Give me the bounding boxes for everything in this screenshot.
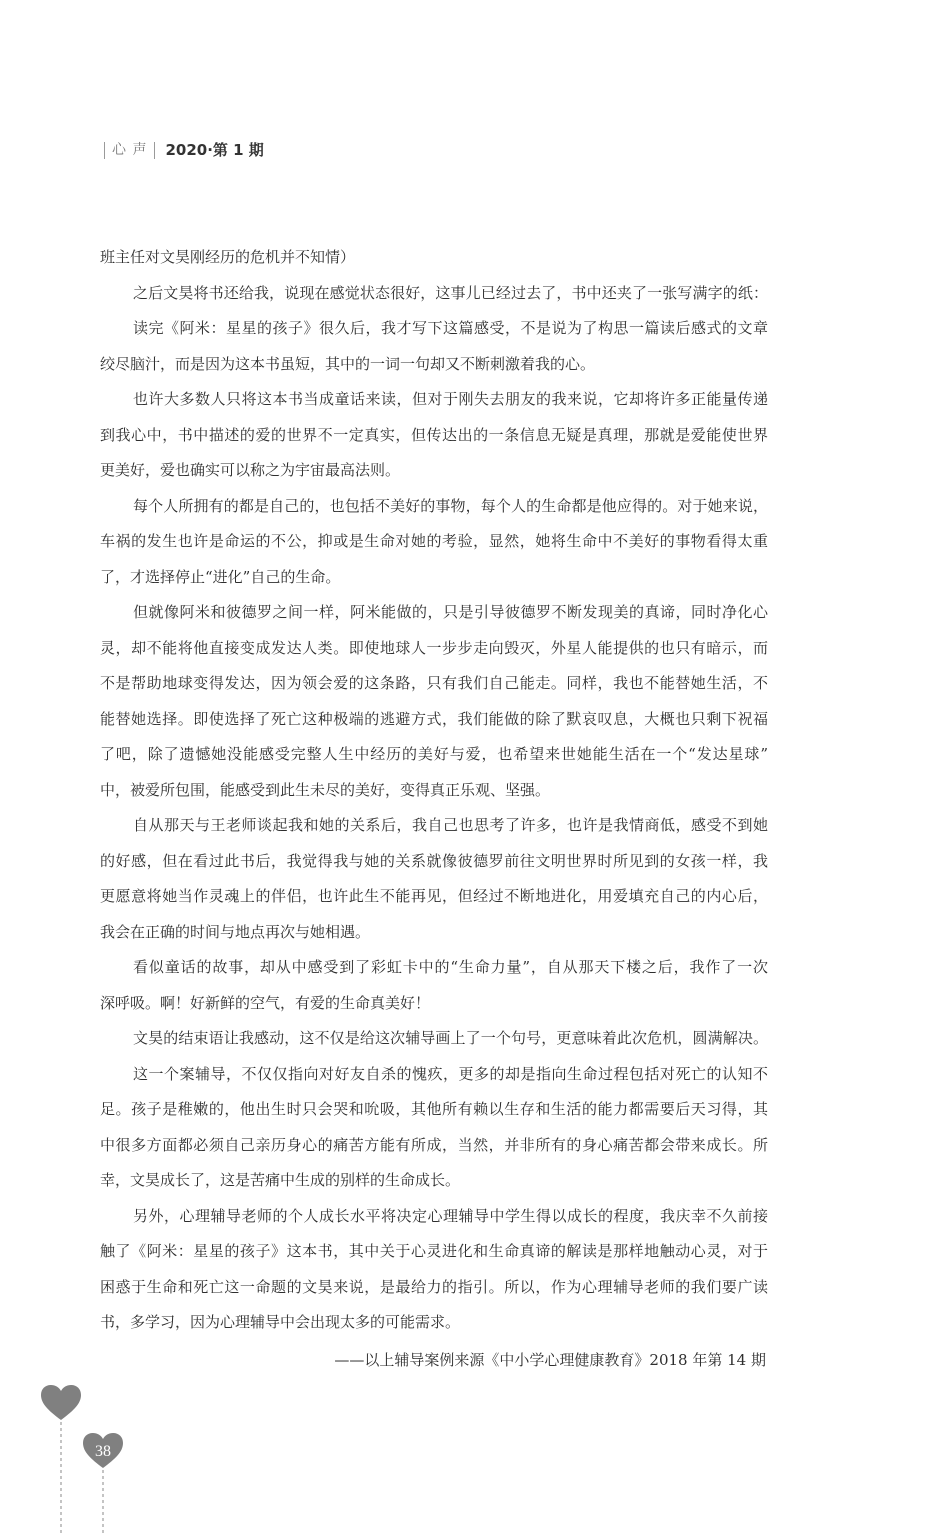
body-line: 中，被爱所包围，能感受到此生未尽的美好，变得真正乐观、坚强。	[100, 780, 551, 799]
body-line: 更美好，爱也确实可以称之为宇宙最高法则。	[100, 461, 401, 480]
body-line: 这一个案辅导，不仅仅指向对好友自杀的愧疚，更多的却是指向生命过程包括对死亡的认知不	[133, 1064, 768, 1083]
body-line: 看似童话的故事，却从中感受到了彩虹卡中的“生命力量”，自从那天下楼之后，我作了一次	[133, 958, 768, 977]
body-line: 灵，却不能将他直接变成发达人类。即使地球人一步步走向毁灭，外星人能提供的也只有暗示，而	[100, 638, 768, 657]
page-number: 38	[95, 1443, 111, 1460]
body-line: 困惑于生命和死亡这一命题的文昊来说，是最给力的指引。所以，作为心理辅导老师的我们要广读	[100, 1277, 768, 1296]
body-line: 更愿意将她当作灵魂上的伴侣，也许此生不能再见，但经过不断地进化，用爱填充自己的内心后，	[100, 887, 768, 906]
body-line: 但就像阿米和彼德罗之间一样，阿米能做的，只是引导彼德罗不断发现美的真谛，同时净化心	[133, 603, 768, 622]
body-line: 了吧，除了遗憾她没能感受完整人生中经历的美好与爱，也希望来世她能生活在一个“发达星球”	[100, 745, 768, 764]
body-line: 自从那天与王老师谈起我和她的关系后，我自己也思考了许多，也许是我情商低，感受不到她	[133, 816, 768, 835]
body-line: 足。孩子是稚嫩的，他出生时只会哭和吮吸，其他所有赖以生存和生活的能力都需要后天习得，其	[100, 1100, 768, 1119]
running-header	[100, 139, 264, 161]
body-line: 车祸的发生也许是命运的不公，抑或是生命对她的考验，显然，她将生命中不美好的事物看得太重	[100, 532, 768, 551]
body-line: 幸，文昊成长了，这是苦痛中生成的别样的生命成长。	[100, 1171, 461, 1190]
header-section: 心 声	[112, 142, 148, 158]
header-issue: 2020·第 1 期	[165, 141, 264, 159]
body-line: 也许大多数人只将这本书当成童话来读，但对于刚失去朋友的我来说，它却将许多正能量传递	[133, 390, 768, 409]
body-line: 中很多方面都必须自己亲历身心的痛苦方能有所成，当然，并非所有的身心痛苦都会带来成长。所	[100, 1135, 768, 1154]
heart-decoration	[0, 1370, 140, 1535]
body-line: 文昊的结束语让我感动，这不仅是给这次辅导画上了一个句号，更意味着此次危机，圆满解决。	[133, 1029, 768, 1048]
header-divider	[154, 142, 155, 159]
body-line: 之后文昊将书还给我，说现在感觉状态很好，这事儿已经过去了，书中还夹了一张写满字的纸：	[133, 283, 768, 302]
body-line: 班主任对文昊刚经历的危机并不知情）	[100, 248, 356, 266]
body-line: 能替她选择。即使选择了死亡这种极端的逃避方式，我们能做的除了默哀叹息，大概也只剩下祝福	[100, 709, 768, 728]
body-line: 不是帮助地球变得发达，因为领会爱的这条路，只有我们自己能走。同样，我也不能替她生活，不	[100, 674, 768, 693]
body-line: 我会在正确的时间与地点再次与她相遇。	[100, 922, 371, 941]
body-line: 绞尽脑汁，而是因为这本书虽短，其中的一词一句却又不断刺激着我的心。	[100, 354, 596, 373]
body-line: 书，多学习，因为心理辅导中会出现太多的可能需求。	[100, 1313, 461, 1332]
body-line: 每个人所拥有的都是自己的，也包括不美好的事物，每个人的生命都是他应得的。对于她来说，	[133, 496, 768, 515]
body-line: 触了《阿米：星星的孩子》这本书，其中关于心灵进化和生命真谛的解读是那样地触动心灵，对于	[100, 1242, 768, 1261]
body-line: 另外，心理辅导老师的个人成长水平将决定心理辅导中学生得以成长的程度，我庆幸不久前接	[133, 1206, 768, 1225]
body-line: 到我心中，书中描述的爱的世界不一定真实，但传达出的一条信息无疑是真理，那就是爱能使世界	[100, 425, 768, 444]
article-body	[100, 240, 768, 1341]
source-citation: ——以上辅导案例来源《中小学心理健康教育》2018 年第 14 期	[334, 1351, 766, 1369]
body-line: 深呼吸。啊！好新鲜的空气，有爱的生命真美好！	[100, 993, 431, 1012]
heart-icon	[41, 1385, 81, 1420]
body-line: 了，才选择停止“进化”自己的生命。	[100, 567, 341, 586]
header-divider	[104, 142, 105, 159]
body-line: 的好感，但在看过此书后，我觉得我与她的关系就像彼德罗前往文明世界时所见到的女孩一样，我	[100, 851, 768, 870]
body-line: 读完《阿米：星星的孩子》很久后，我才写下这篇感受，不是说为了构思一篇读后感式的文章	[133, 319, 768, 338]
